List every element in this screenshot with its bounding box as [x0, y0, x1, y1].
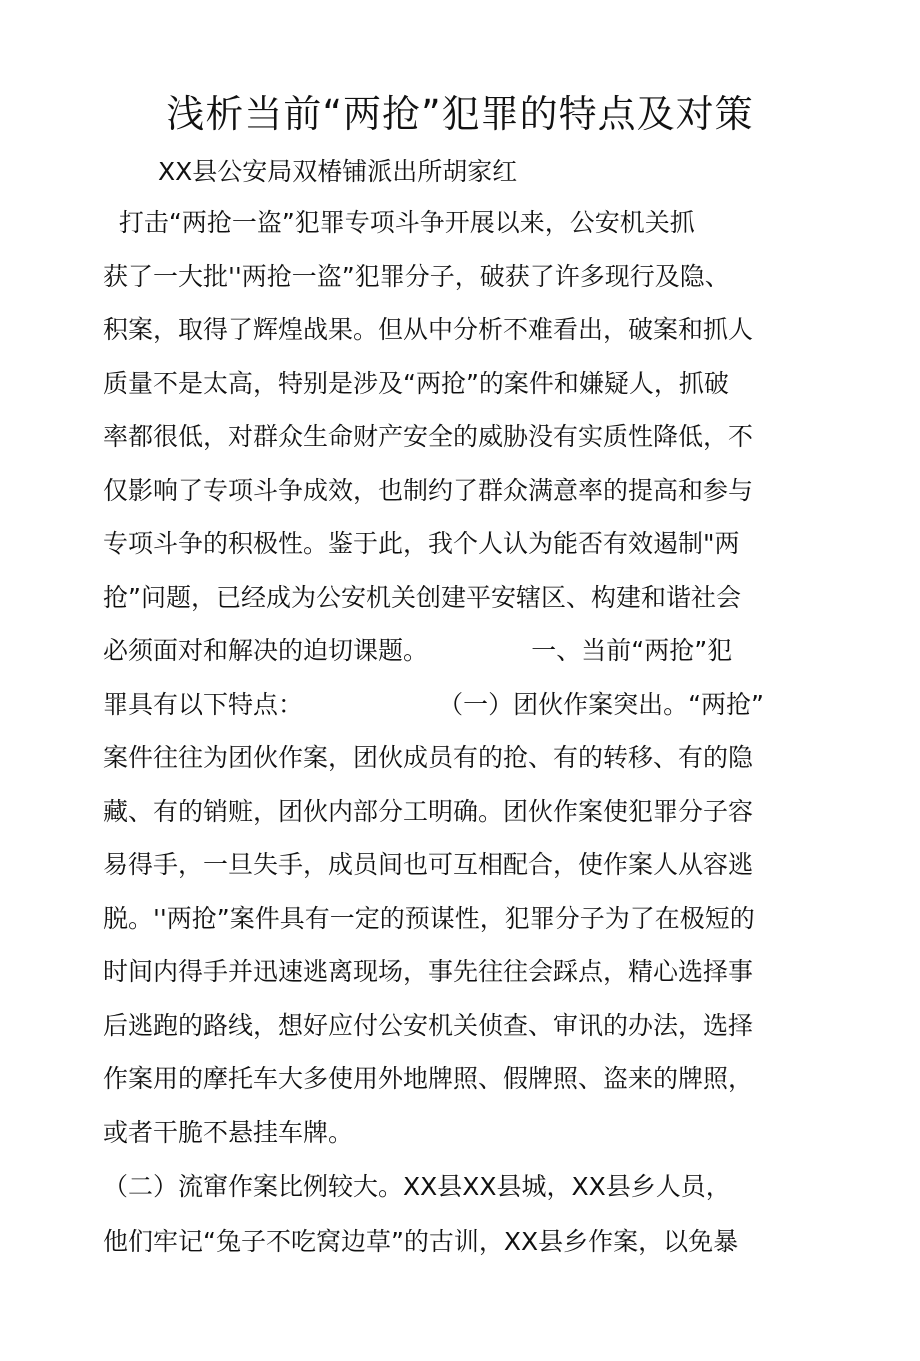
- body-line: 专项斗争的积极性。鉴于此，我个人认为能否有效遏制"两: [103, 529, 740, 558]
- body-line: 积案，取得了辉煌战果。但从中分析不难看出，破案和抓人: [103, 315, 754, 344]
- body-line: 率都很低，对群众生命财产安全的威胁没有实质性降低，不: [103, 422, 754, 451]
- document-title: 浅析当前“两抢”犯罪的特点及对策: [166, 92, 754, 136]
- body-line: 案件往往为团伙作案，团伙成员有的抢、有的转移、有的隐: [103, 743, 754, 772]
- body-line: 藏、有的销赃，团伙内部分工明确。团伙作案使犯罪分子容: [103, 797, 754, 826]
- body-line: （二）流窜作案比例较大。XX县XX县城，XX县乡人员，: [103, 1172, 731, 1201]
- body-line: 抢”问题，已经成为公安机关创建平安辖区、构建和谐社会: [103, 583, 741, 612]
- body-line: 易得手，一旦失手，成员间也可互相配合，使作案人从容逃: [103, 850, 754, 879]
- body-line: 必须面对和解决的迫切课题。 一、当前“两抢”犯: [103, 636, 733, 665]
- body-line: 质量不是太高，特别是涉及“两抢”的案件和嫌疑人，抓破: [103, 369, 729, 398]
- body-line: 时间内得手并迅速逃离现场，事先往往会踩点，精心选择事: [103, 957, 754, 986]
- body-line: 获了一大批''两抢一盗”犯罪分子，破获了许多现行及隐、: [103, 262, 730, 291]
- author-line: XX县公安局双椿铺派出所胡家红: [158, 157, 518, 186]
- body-line: 他们牢记“兔子不吃窝边草”的古训，XX县乡作案，以免暴: [103, 1227, 739, 1256]
- body-line: 脱。''两抢”案件具有一定的预谋性，犯罪分子为了在极短的: [103, 904, 755, 933]
- body-line: 仅影响了专项斗争成效，也制约了群众满意率的提高和参与: [103, 476, 754, 505]
- body-line: 罪具有以下特点： （一）团伙作案突出。“两抢”: [103, 690, 765, 719]
- body-line: 或者干脆不悬挂车牌。: [103, 1118, 354, 1147]
- body-line: 后逃跑的路线，想好应付公安机关侦查、审讯的办法，选择: [103, 1011, 754, 1040]
- body-line: 打击“两抢一盗”犯罪专项斗争开展以来，公安机关抓: [103, 208, 695, 237]
- body-line: 作案用的摩托车大多使用外地牌照、假牌照、盗来的牌照，: [103, 1064, 754, 1093]
